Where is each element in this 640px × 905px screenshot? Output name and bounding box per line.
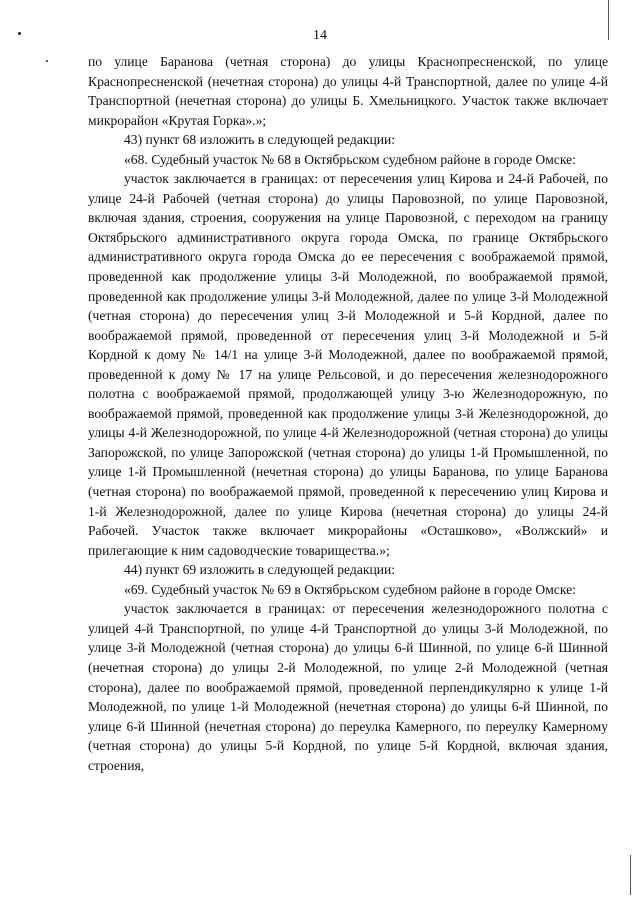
document-body	[88, 52, 608, 775]
paragraph-section-68-boundaries: участок заключается в границах: от пересечения улиц Кирова и 24-й Рабочей, по улице 24-й Рабочей (четная сторона) до улицы Паровозной, по улице Паровозной, включая здания, строения, сооружения на улице Паровозной, с переходом на границу Октябрьского административного округа города Омска, по границе Октябрьского административного округа города Омска до ее пересечения с воображаемой прямой, проведенной как продолжение улицы 3-й Молодежной, по воображаемой прямой, проведенной как продолжение улицы 3-й Молодежной, далее по улице 3-й Молодежной (четная сторона) до пересечения улиц 3-й Молодежной и 5-й Кордной, далее по воображаемой прямой, проведенной от пересечения улиц 3-й Молодежной и 5-й Кордной к дому № 14/1 на улице 3-й Молодежной, далее по воображаемой прямой, проведенной к дому № 17 на улице Рельсовой, и до пересечения железнодорожного полотна с воображаемой прямой, продолжающей улицу 3-ю Железнодорожную, по воображаемой прямой, проведенной как продолжение улицы 3-й Железнодорожной, до улицы 4-й Железнодорожной, по улице 4-й Железнодорожной (четная сторона) до улицы Запорожской, по улице Запорожской (четная сторона) до улицы 1-й Промышленной, по улице 1-й Промышленной (нечетная сторона) до улицы Баранова, по улице Баранова (четная сторона) по воображаемой прямой, проведенной к пересечению улиц Кирова и 1-й Железнодорожной, далее по улице Кирова (нечетная сторона) до улицы 24-й Рабочей. Участок также включает микрорайоны «Осташково», «Волжский» и прилегающие к ним садоводческие товарищества.»;	[88, 171, 608, 558]
paragraph-item-43: 43) пункт 68 изложить в следующей редакции:	[124, 132, 396, 148]
paragraph-section-69-boundaries: участок заключается в границах: от пересечения железнодорожного полотна с улицей 4-й Транспортной, по улице 4-й Транспортной до улицы 3-й Молодежной, по улице 3-й Молодежной (четная сторона) до улицы 6-й Шинной, по улице 6-й Шинной (нечетная сторона) до улицы 2-й Молодежной, по улице 2-й Молодежной (четная сторона), далее по воображаемой прямой, проведенной перпендикулярно к улице 1-й Молодежной, по улице 1-й Молодежной (нечетная сторона) до улицы 6-й Шинной, по улице 6-й Шинной (нечетная сторона) до переулка Камерного, по переулку Камерному (четная сторона) до улицы 5-й Кордной, по улице 5-й Кордной, включая здания, строения,	[88, 601, 608, 773]
page-number: 14	[313, 28, 327, 43]
paragraph-item-44: 44) пункт 69 изложить в следующей редакции:	[124, 562, 396, 578]
scan-edge-line-bottom	[630, 855, 631, 895]
paragraph-section-69-title: «69. Судебный участок № 69 в Октябрьском судебном районе в городе Омске:	[124, 581, 576, 597]
paragraph-section-68-title: «68. Судебный участок № 68 в Октябрьском судебном районе в городе Омске:	[124, 151, 576, 167]
scan-dot-left	[46, 60, 48, 62]
paragraph-continuation: по улице Баранова (четная сторона) до улицы Краснопресненской, по улице Краснопресненской (нечетная сторона) до улицы 4-й Транспортной, далее по улице 4-й Транспортной (нечетная сторона) до улицы Б. Хмельницкого. Участок также включает микрорайон «Крутая Горка».»;	[88, 54, 608, 128]
